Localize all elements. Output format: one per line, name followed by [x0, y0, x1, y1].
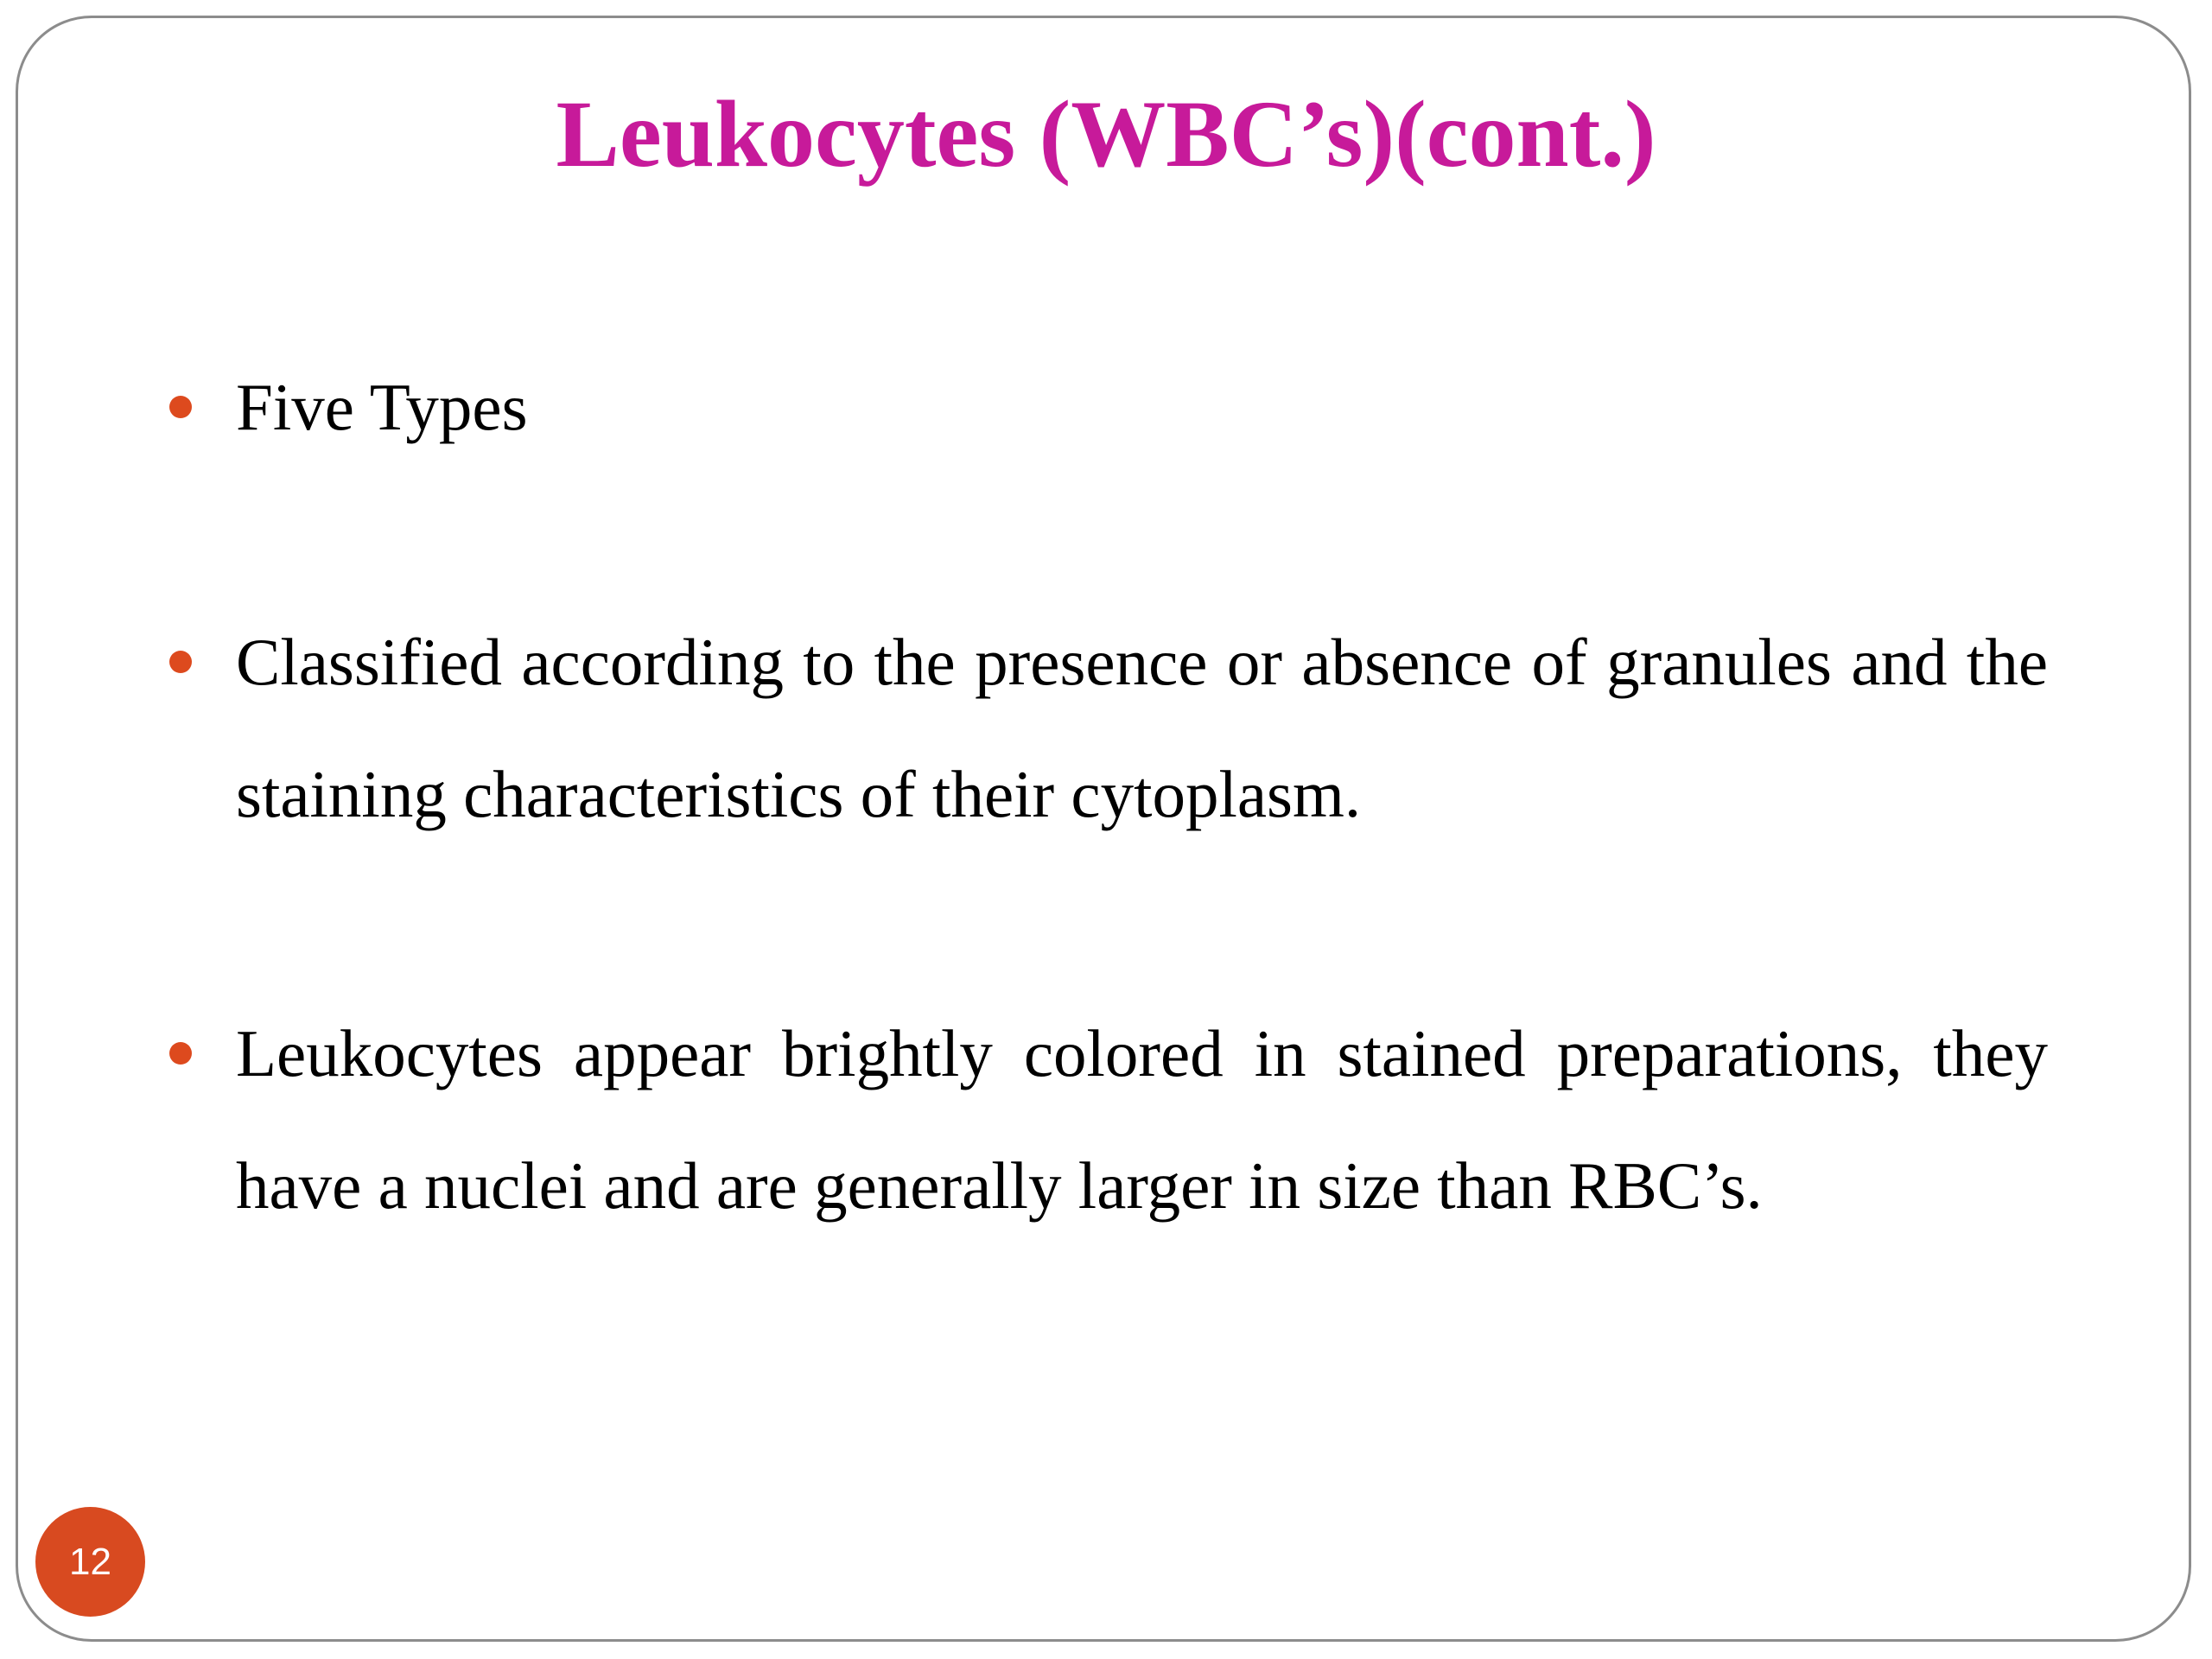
bullet-text: Classified according to the presence or absence of granules and the staining characteristics of their cytoplasm. [236, 625, 2048, 831]
bullet-text: Leukocytes appear brightly colored in stained preparations, they have a nuclei and are generally larger in size than RBC’s. [236, 1016, 2048, 1223]
bullet-dot-icon [169, 651, 192, 673]
page-number-badge: 12 [35, 1507, 145, 1617]
bullet-text: Five Types [236, 370, 528, 444]
bullet-dot-icon [169, 1042, 192, 1065]
bullet-dot-icon [169, 396, 192, 418]
slide-title: Leukocytes (WBC’s)(cont.) [556, 81, 1656, 187]
